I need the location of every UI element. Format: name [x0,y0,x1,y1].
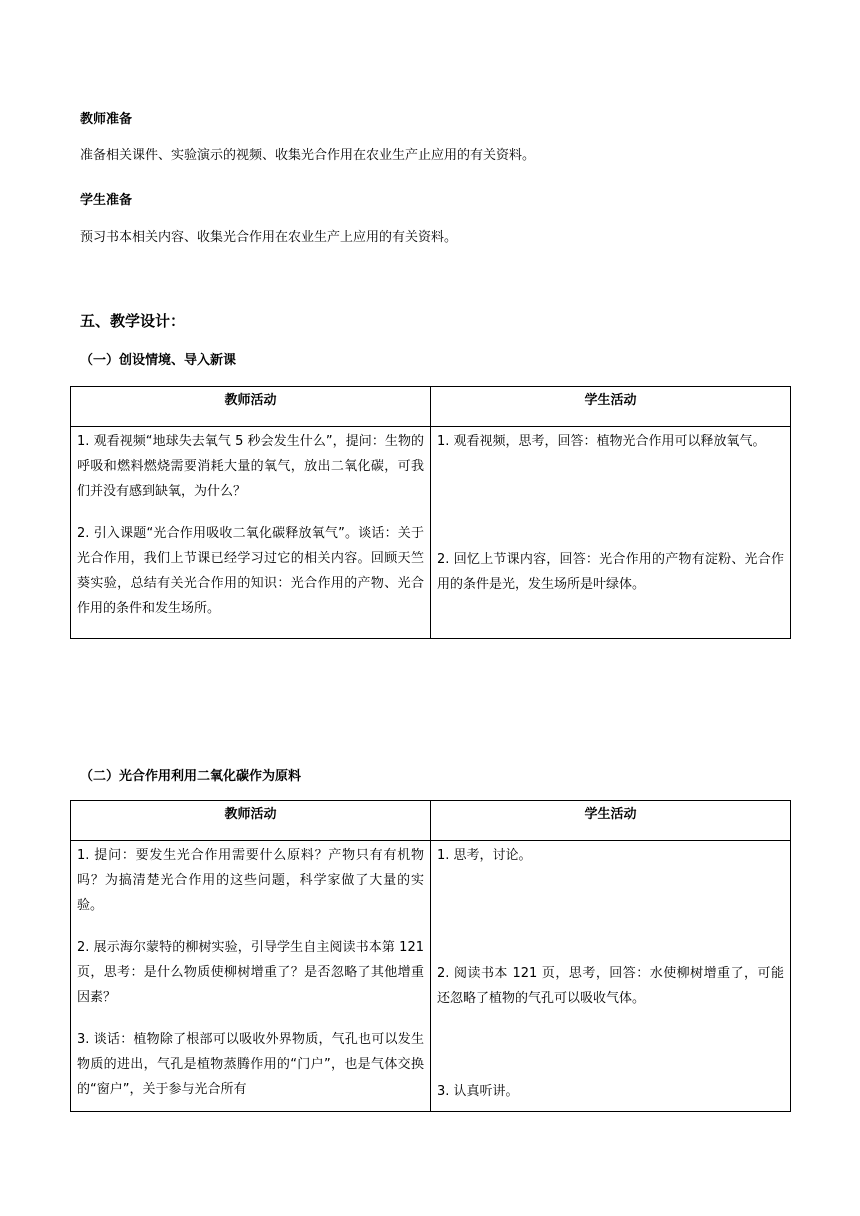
table-header-row [71,387,791,427]
student-item-2: 2. 阅读书本 121 页，思考，回答：水使柳树增重了，可能还忽略了植物的气孔可以吸收气体。 [437,966,784,1006]
table-row [71,427,791,639]
part1-table [70,386,791,639]
teacher-item-1: 1. 观看视频“地球失去氧气 5 秒会发生什么”，提问：生物的呼吸和燃料燃烧需要消耗大量的氧气，放出二氧化碳，可我们并没有感到缺氧，为什么？ [77,434,424,499]
student-activity-header: 学生活动 [431,387,791,427]
student-prep-heading: 学生准备 [80,193,133,208]
student-prep-text: 预习书本相关内容、收集光合作用在农业生产上应用的有关资料。 [80,230,458,245]
part1-title: （一）创设情境、导入新课 [80,353,237,368]
table-row [71,841,791,1112]
student-item-2: 2. 回忆上节课内容，回答：光合作用的产物有淀粉、光合作用的条件是光，发生场所是叶绿体。 [437,552,784,592]
student-item-1: 1. 思考，讨论。 [437,848,532,863]
student-item-3: 3. 认真听讲。 [437,1084,519,1099]
teacher-item-2: 2. 引入课题“光合作用吸收二氧化碳释放氧气”。谈话：关于光合作用，我们上节课已经学习过它的相关内容。回顾天竺葵实验，总结有关光合作用的知识：光合作用的产物、光合作用的条件和发生场所。 [77,526,424,616]
student-activity-cell [431,841,791,1112]
student-item-1: 1. 观看视频，思考，回答：植物光合作用可以释放氧气。 [437,434,766,449]
teacher-activity-cell [71,427,431,639]
teacher-activity-header: 教师活动 [71,387,431,427]
teacher-activity-cell [71,841,431,1112]
teacher-prep-text: 准备相关课件、实验演示的视频、收集光合作用在农业生产止应用的有关资料。 [80,148,536,163]
part2-title: （二）光合作用利用二氧化碳作为原料 [80,769,302,784]
section-title: 五、教学设计： [80,312,186,330]
student-activity-header: 学生活动 [431,801,791,841]
teacher-item-2: 2. 展示海尔蒙特的柳树实验，引导学生自主阅读书本第 121 页，思考：是什么物质使柳树增重了？是否忽略了其他增重因素？ [77,940,424,1005]
teacher-item-3: 3. 谈话：植物除了根部可以吸收外界物质，气孔也可以发生物质的进出，气孔是植物蒸腾作用的“门户”，也是气体交换的“窗户”，关于参与光合所有 [77,1032,424,1097]
student-activity-cell [431,427,791,639]
part2-table [70,800,791,1112]
teacher-activity-header: 教师活动 [71,801,431,841]
teacher-prep-heading: 教师准备 [80,112,133,127]
teacher-item-1: 1. 提问：要发生光合作用需要什么原料？产物只有有机物吗？为搞清楚光合作用的这些问题，科学家做了大量的实验。 [77,848,424,913]
table-header-row [71,801,791,841]
